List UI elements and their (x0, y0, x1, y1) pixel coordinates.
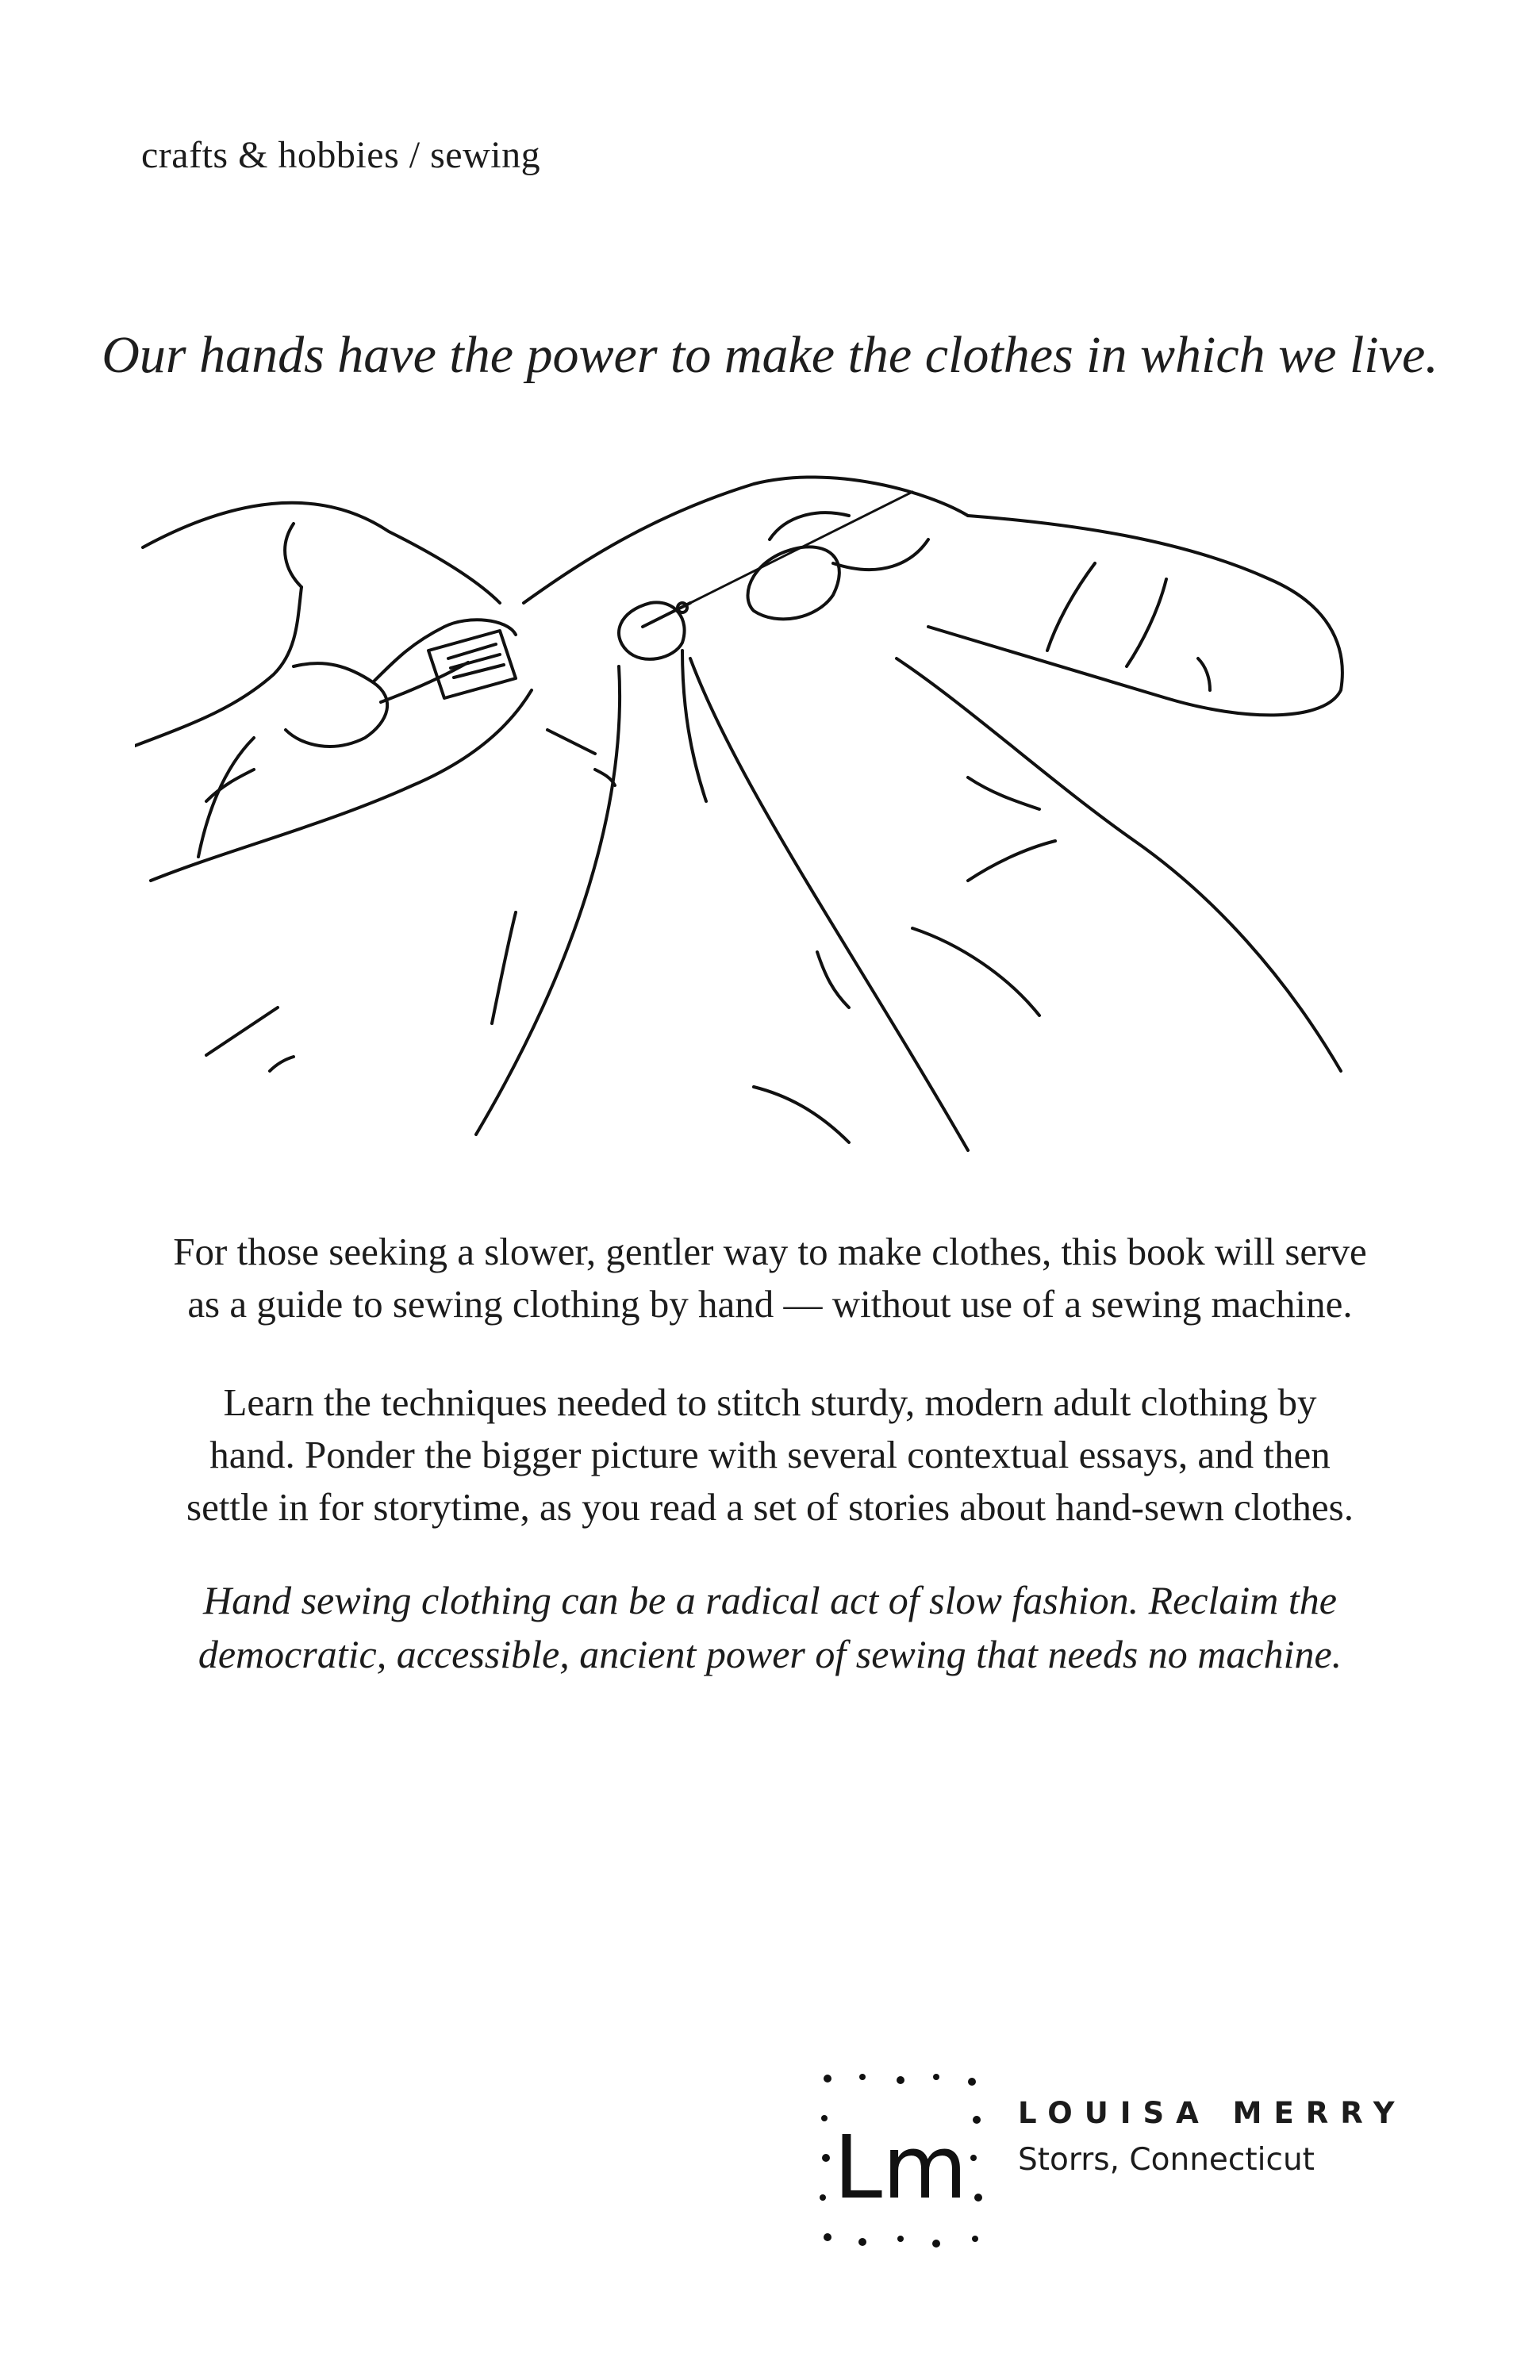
publisher-name: LOUISA MERRY (1018, 2096, 1407, 2130)
description-line: For those seeking a slower, gentler way to make clothes, this book will serve (173, 1230, 1367, 1273)
description-line: Hand sewing clothing can be a radical act of slow fashion. Reclaim the (202, 1578, 1337, 1622)
description-paragraph-3 (103, 1573, 1437, 1681)
hand-sewing-illustration (135, 468, 1404, 1182)
description-line: settle in for storytime, as you read a set of stories about hand-sewn clothes. (186, 1485, 1354, 1529)
description-line: hand. Ponder the bigger picture with several contextual essays, and then (209, 1433, 1331, 1476)
description-line: as a guide to sewing clothing by hand — without use of a sewing machine. (187, 1282, 1353, 1326)
description-paragraph-1 (103, 1226, 1437, 1330)
category-label: crafts & hobbies / sewing (141, 134, 541, 176)
description-line: Learn the techniques needed to stitch sturdy, modern adult clothing by (223, 1380, 1317, 1424)
publisher-logo-text: Lm (833, 2117, 968, 2218)
publisher-logo (813, 2063, 988, 2253)
description-line: democratic, accessible, ancient power of sewing that needs no machine. (198, 1632, 1342, 1676)
tagline: Our hands have the power to make the clothes in which we live. (102, 326, 1438, 384)
publisher-location: Storrs, Connecticut (1018, 2142, 1315, 2178)
description-paragraph-2 (103, 1376, 1437, 1534)
